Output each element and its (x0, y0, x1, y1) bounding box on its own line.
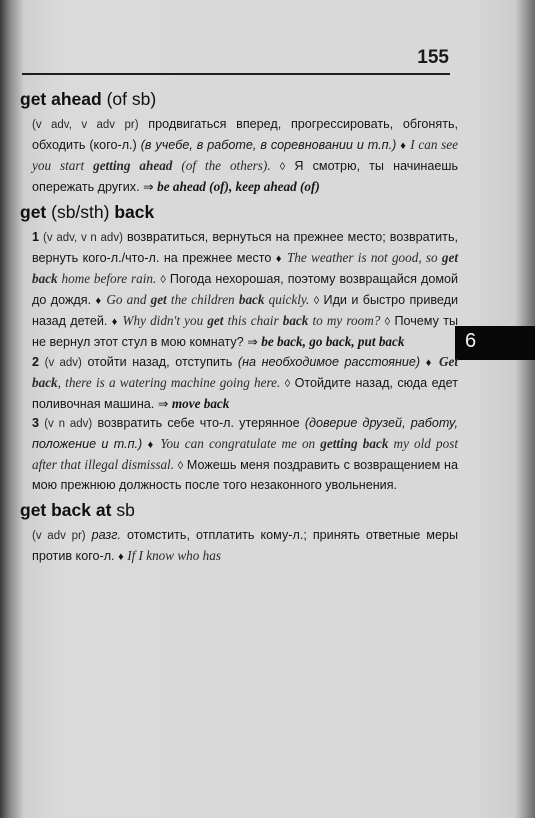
example-marker: ♦ (275, 253, 283, 265)
sense-number: 3 (32, 416, 40, 430)
usage-label: (на необходимое расстояние) (237, 355, 421, 369)
translation: Отойдите назад, сюда едет поливочная машина. (32, 376, 458, 411)
definition: возвратиться, вернуться на прежнее место; возвратить, вернуть кого-л./что-л. на прежнее место (32, 230, 459, 265)
see-also: be ahead (of), keep ahead (of) (157, 179, 320, 194)
example: Go and get the children back quickly. (106, 292, 310, 307)
example: The weather is not good, so get back home before rain. (32, 250, 459, 286)
thumb-index-tab (455, 326, 535, 360)
sense-2 (0, 352, 458, 414)
see-also: move back (171, 396, 230, 411)
translation-marker: ◊ (160, 274, 166, 286)
translation: Иди и быстро приведи назад детей. (32, 293, 459, 328)
sense-number: 2 (32, 355, 40, 369)
translation-marker: ◊ (313, 295, 320, 307)
header-rule (22, 73, 450, 75)
sense-1 (0, 228, 458, 352)
see-also: be back, go back, put back (261, 334, 405, 349)
definition: продвигаться вперед, прогрессировать, обгонять, обходить (кого-л.) (32, 117, 459, 152)
example-marker: ♦ (400, 140, 407, 152)
entry-get-back (0, 201, 460, 495)
translation: Почему ты не вернул этот стул в мою комнату? (32, 314, 459, 349)
translation: Я смотрю, ты начинаешь опережать других. (32, 159, 459, 194)
grammar-code: (v adv, v n adv) (43, 232, 123, 244)
definition: отомстить, отплатить кому-л.; принять ответные меры против кого-л. (32, 528, 458, 563)
translation: Можешь меня поздравить с возвращением на мою прежнюю должность после того незаконного увольнения. (32, 458, 458, 492)
see-arrow: ⇒ (247, 335, 258, 349)
see-arrow: ⇒ (143, 180, 154, 194)
translation-marker: ◊ (279, 161, 286, 173)
example: Why didn't you get this chair back to my room? (122, 313, 381, 328)
sense-number: 1 (32, 230, 40, 244)
page-number: 155 (417, 47, 449, 68)
register-label: разг. (91, 528, 121, 542)
translation: Погода нехорошая, поэтому возвращайся домой до дождя. (32, 272, 459, 307)
usage-label: (в учебе, в работе, в соревновании и т.п.) (140, 138, 397, 152)
example-marker: ♦ (118, 551, 124, 563)
sense-3 (0, 414, 458, 495)
grammar-code: (v n adv) (44, 418, 93, 430)
see-arrow: ⇒ (157, 397, 169, 411)
translation-marker: ◊ (177, 460, 184, 472)
example-marker: ♦ (111, 316, 119, 328)
headword: get ahead (of sb) (20, 89, 157, 109)
translation-marker: ◊ (284, 378, 291, 390)
headword: get (sb/sth) back (20, 202, 155, 222)
grammar-code: (v adv) (44, 357, 82, 369)
headword: get back at sb (20, 500, 135, 520)
example-marker: ♦ (147, 439, 156, 451)
grammar-code: (v adv pr) (32, 530, 86, 542)
entry-get-back-at (0, 499, 460, 567)
entry-get-ahead (0, 88, 460, 197)
example-marker: ♦ (425, 357, 434, 369)
example: Get back, there is a watering machine going here. (32, 354, 459, 390)
thumb-index-label: 6 (465, 330, 477, 352)
usage-label: (доверие друзей, работу, положение и т.п.) (32, 416, 458, 451)
grammar-code: (v adv, v adv pr) (32, 119, 139, 131)
entries (0, 88, 460, 567)
translation-marker: ◊ (384, 316, 391, 328)
example: If I know who has (127, 548, 221, 563)
sense (0, 115, 458, 197)
definition: отойти назад, отступить (87, 355, 233, 369)
sense (0, 526, 458, 567)
definition: возвратить себе что-л. утерянное (97, 416, 300, 430)
example: I can see you start getting ahead (of the others). (32, 137, 458, 173)
example-marker: ♦ (95, 295, 102, 307)
example: You can congratulate me on getting back my old post after that illegal dismissal. (32, 436, 459, 472)
